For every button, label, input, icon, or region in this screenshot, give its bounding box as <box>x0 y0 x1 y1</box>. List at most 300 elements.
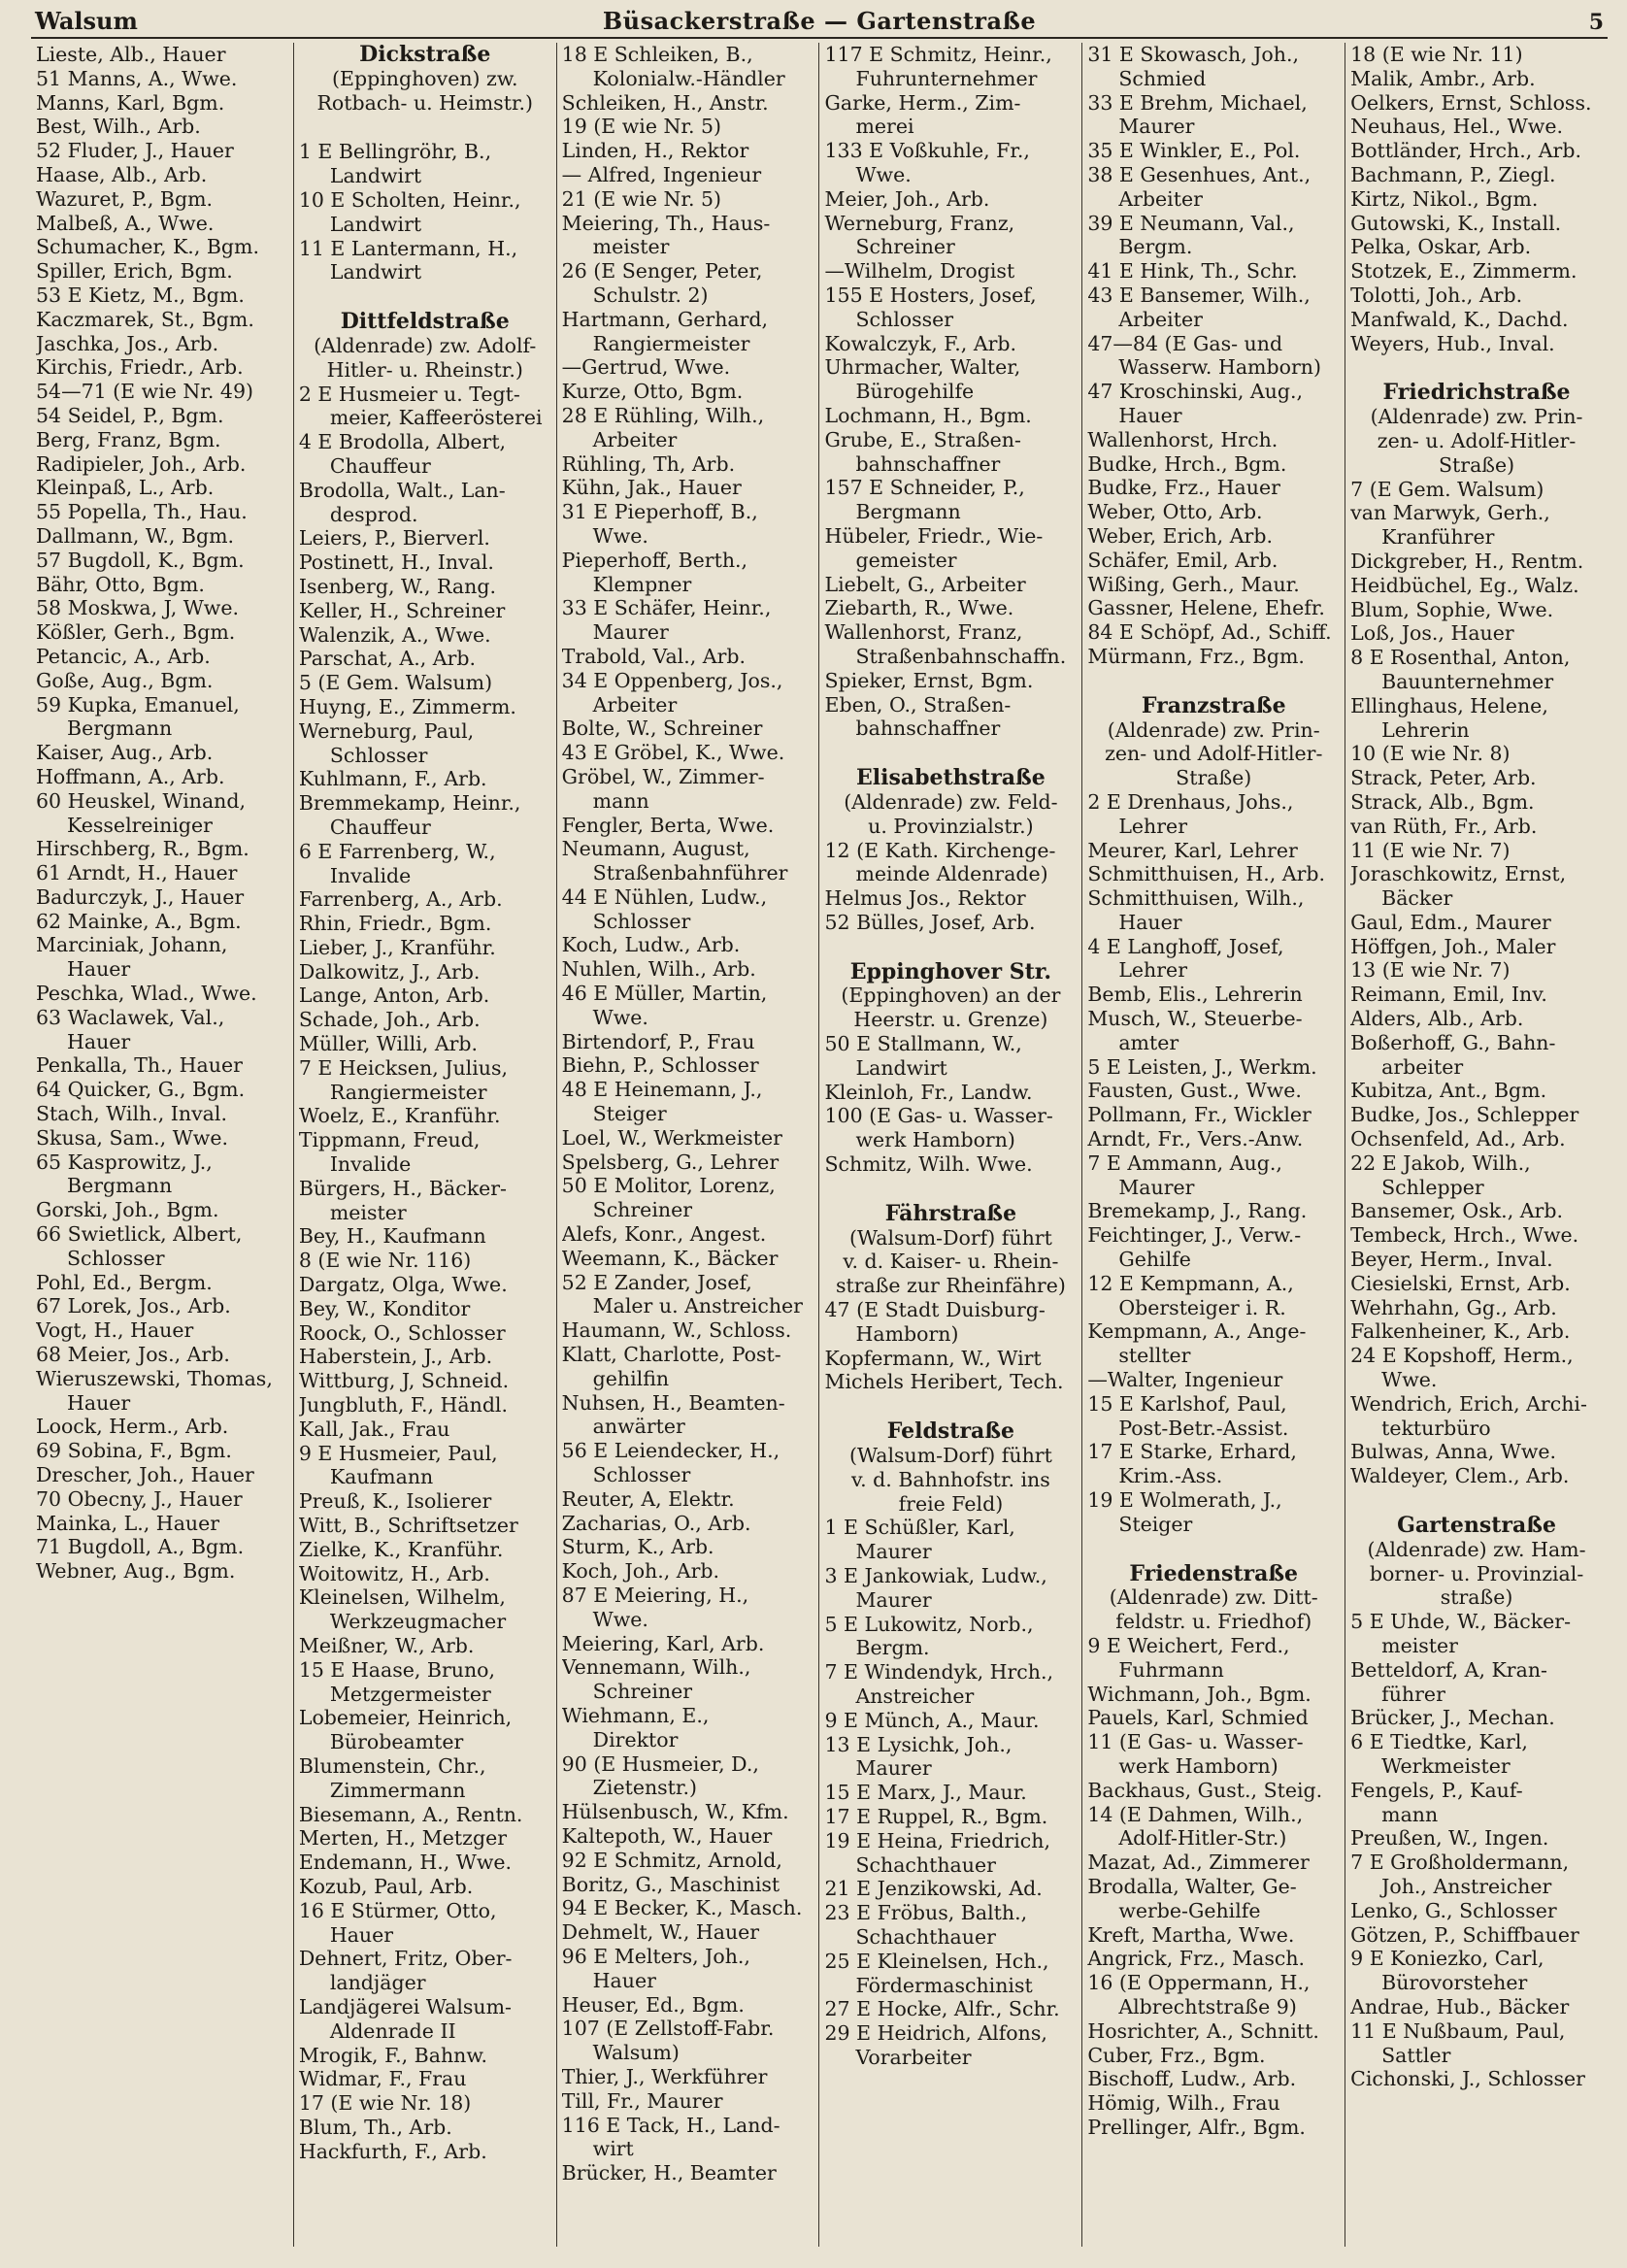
column-1 <box>31 43 293 2247</box>
street-description: (Aldenrade) zw. Prin- <box>1370 405 1583 429</box>
directory-entry: Mazat, Ad., Zimmerer <box>1087 1851 1310 1875</box>
directory-entry: 56 E Leiendecker, H., <box>561 1439 780 1463</box>
street-heading: Gartenstraße <box>1397 1514 1556 1538</box>
street-heading: Fährstraße <box>884 1201 1017 1226</box>
directory-entry: Kößler, Gerh., Bgm. <box>36 620 236 645</box>
column-3 <box>556 43 819 2247</box>
directory-entry: Gorski, Joh., Bgm. <box>36 1198 219 1222</box>
directory-entry: Wallenhorst, Franz, <box>824 620 1023 645</box>
directory-entry: Schreiner <box>855 235 955 259</box>
directory-entry: Schmitthuisen, Wilh., <box>1087 886 1305 911</box>
directory-entry: Meißner, W., Arb. <box>298 1634 475 1657</box>
directory-entry: 9 E Weichert, Ferd., <box>1087 1634 1290 1657</box>
directory-entry: 11 E Nußbaum, Paul, <box>1350 2018 1566 2043</box>
directory-entry: Weemann, K., Bäcker <box>561 1246 779 1270</box>
street-heading: Franzstraße <box>1141 693 1286 718</box>
directory-entry: Bürogehilfe <box>855 380 975 404</box>
directory-entry: 3 E Jankowiak, Ludw., <box>824 1564 1047 1588</box>
directory-entry: Tippmann, Freud, <box>298 1128 481 1152</box>
directory-entry: Pohl, Ed., Bergm. <box>36 1270 213 1294</box>
directory-entry: 11 (E Gas- u. Wasser- <box>1087 1730 1304 1754</box>
directory-entry: Wehrhahn, Gg., Arb. <box>1350 1295 1557 1319</box>
directory-entry: Prellinger, Alfr., Bgm. <box>1087 2115 1306 2139</box>
directory-entry: bahnschaffner <box>855 717 1001 741</box>
directory-entry: Fengler, Berta, Wwe. <box>561 813 775 837</box>
directory-entry: Schmitthuisen, H., Arb. <box>1087 862 1326 886</box>
street-description: (Eppinghoven) an der <box>841 984 1061 1008</box>
directory-entry: 53 E Kietz, M., Bgm. <box>36 283 245 307</box>
directory-entry: Metzgermeister <box>329 1682 491 1706</box>
directory-entry: Cichonski, J., Schlosser <box>1350 2067 1585 2091</box>
directory-entry: Cuber, Frz., Bgm. <box>1087 2043 1266 2067</box>
directory-entry: Dickgreber, H., Rentm. <box>1350 549 1584 573</box>
directory-entry: Fuhrmann <box>1118 1657 1224 1682</box>
directory-entry: 63 Waclawek, Val., <box>36 1005 225 1029</box>
directory-entry: Fausten, Gust., Wwe. <box>1087 1079 1302 1103</box>
directory-entry: Malbeß, A., Wwe. <box>36 211 215 235</box>
directory-entry: Stach, Wilh., Inval. <box>36 1102 227 1126</box>
directory-entry: Bürobeamter <box>329 1730 464 1754</box>
directory-entry: 2 E Husmeier u. Tegt- <box>298 382 520 406</box>
directory-entry: Vorarbeiter <box>855 2045 972 2069</box>
directory-entry: Kopfermann, W., Wirt <box>824 1346 1042 1370</box>
directory-entry: Kirtz, Nikol., Bgm. <box>1350 186 1539 211</box>
directory-entry: 7 (E Gem. Walsum) <box>1350 477 1544 501</box>
directory-entry: meister <box>1381 1634 1458 1657</box>
directory-entry: 10 E Scholten, Heinr., <box>298 187 521 212</box>
directory-entry: Nuhsen, H., Beamten- <box>561 1390 785 1415</box>
directory-entry: Tembeck, Hrch., Wwe. <box>1350 1223 1579 1248</box>
street-description: u. Provinzialstr.) <box>868 814 1034 838</box>
street-heading: Eppinghover Str. <box>849 959 1052 984</box>
directory-entry: gehilfin <box>592 1366 670 1390</box>
street-description: (Aldenrade) zw. Prin- <box>1107 717 1320 742</box>
directory-entry: Kesselreiniger <box>67 813 213 837</box>
directory-entry: 16 E Stürmer, Otto, <box>298 1898 497 1922</box>
directory-entry: Badurczyk, J., Hauer <box>36 884 245 909</box>
directory-entry: Wallenhorst, Hrch. <box>1087 427 1278 451</box>
directory-entry: Brodolla, Walt., Lan- <box>298 478 506 502</box>
directory-entry: 52 Fluder, J., Hauer <box>36 139 234 163</box>
page-header <box>31 6 1608 39</box>
directory-entry: Straßenbahnführer <box>592 861 788 885</box>
directory-entry: Berg, Franz, Bgm. <box>36 427 221 451</box>
directory-entry: Pieperhoff, Berth., <box>561 548 748 572</box>
directory-entry: 2 E Drenhaus, Johs., <box>1087 789 1294 814</box>
directory-entry: —Wilhelm, Drogist <box>824 259 1015 284</box>
directory-entry: Reimann, Emil, Inv. <box>1350 983 1547 1007</box>
directory-entry: 43 E Bansemer, Wilh., <box>1087 283 1311 307</box>
directory-entry: 23 E Fröbus, Balth., <box>824 1901 1028 1925</box>
directory-entry: Direktor <box>592 1727 679 1751</box>
directory-entry: Preußen, W., Ingen. <box>1350 1826 1549 1851</box>
directory-entry: 64 Quicker, G., Bgm. <box>36 1078 246 1102</box>
directory-entry: Albrechtstraße 9) <box>1118 1994 1297 2018</box>
directory-entry: Biesemann, A., Rentn. <box>298 1802 523 1826</box>
directory-entry: Goße, Aug., Bgm. <box>36 668 214 692</box>
directory-entry: Alefs, Konr., Angest. <box>561 1222 767 1247</box>
directory-entry: 38 E Gesenhues, Ant., <box>1087 162 1312 186</box>
directory-entry: 60 Heuskel, Winand, <box>36 788 247 813</box>
directory-entry: Hauer <box>67 957 131 982</box>
directory-entry: Invalide <box>329 1152 412 1177</box>
directory-entry: 54 Seidel, P., Bgm. <box>36 403 224 427</box>
directory-entry: meinde Aldenrade) <box>855 862 1048 886</box>
directory-entry: Meurer, Karl, Lehrer <box>1087 838 1298 862</box>
directory-entry: 61 Arndt, H., Hauer <box>36 861 238 885</box>
directory-entry: 39 E Neumann, Val., <box>1087 211 1295 235</box>
directory-entry: Maurer <box>855 1540 932 1564</box>
directory-entry: merei <box>855 115 914 139</box>
directory-entry: 55 Popella, Th., Hau. <box>36 500 248 524</box>
directory-entry: Landwirt <box>329 164 422 188</box>
directory-entry: Ellinghaus, Helene, <box>1350 693 1548 717</box>
directory-entry: Penkalla, Th., Hauer <box>36 1053 243 1078</box>
directory-entry: Skusa, Sam., Wwe. <box>36 1125 228 1150</box>
directory-entry: Koch, Joh., Arb. <box>561 1559 720 1584</box>
directory-entry: Arndt, Fr., Vers.-Anw. <box>1087 1127 1304 1151</box>
directory-entry: 47 Kroschinski, Aug., <box>1087 380 1304 404</box>
directory-entry: 69 Sobina, F., Bgm. <box>36 1439 232 1463</box>
directory-entry: Kempmann, A., Ange- <box>1087 1319 1307 1344</box>
directory-entry: 8 E Rosenthal, Anton, <box>1350 646 1571 670</box>
directory-entry: Werneburg, Franz, <box>824 211 1015 235</box>
directory-entry: 10 (E wie Nr. 8) <box>1350 742 1511 766</box>
directory-entry: Invalide <box>329 863 412 887</box>
directory-entry: Lieste, Alb., Hauer <box>36 43 226 66</box>
directory-entry: Bremekamp, J., Rang. <box>1087 1199 1308 1223</box>
directory-entry: Angrick, Frz., Masch. <box>1087 1947 1306 1971</box>
page-number: 5 <box>1588 10 1604 35</box>
directory-entry: Merten, H., Metzger <box>298 1826 507 1851</box>
directory-entry: Fengels, P., Kauf- <box>1350 1778 1523 1802</box>
street-description: Straße) <box>1176 766 1252 790</box>
directory-entry: Chauffeur <box>329 453 431 478</box>
directory-entry: Lehrer <box>1118 814 1187 838</box>
directory-entry: Dallmann, W., Bgm. <box>36 523 235 548</box>
street-description: feldstr. u. Friedhof) <box>1115 1610 1312 1634</box>
directory-entry: Schreiner <box>592 1198 693 1222</box>
directory-entry: 157 E Schneider, P., <box>824 476 1025 500</box>
directory-entry: 71 Bugdoll, A., Bgm. <box>36 1535 245 1559</box>
directory-entry: Pollmann, Fr., Wickler <box>1087 1103 1312 1127</box>
directory-entry: Uhrmacher, Walter, <box>824 355 1021 380</box>
directory-entry: 31 E Skowasch, Joh., <box>1087 43 1300 66</box>
directory-entry: Ziebarth, R., Wwe. <box>824 596 1014 620</box>
directory-entry: Fuhrunternehmer <box>855 66 1038 90</box>
directory-entry: Mainka, L., Hauer <box>36 1511 220 1535</box>
directory-entry: Schachthauer <box>855 1852 996 1877</box>
directory-entry: 17 (E wie Nr. 18) <box>298 2091 472 2116</box>
directory-entry: 107 (E Zellstoff-Fabr. <box>561 2017 775 2041</box>
directory-entry: 9 E Koniezko, Carl, <box>1350 1947 1544 1971</box>
directory-entry: Landwirt <box>855 1055 947 1080</box>
directory-entry: Haase, Alb., Arb. <box>36 162 208 186</box>
directory-entry: 43 E Gröbel, K., Wwe. <box>561 741 785 765</box>
directory-entry: Hackfurth, F., Arb. <box>298 2139 487 2163</box>
street-description: borner- u. Provinzial- <box>1369 1561 1584 1585</box>
directory-entry: Falkenheiner, K., Arb. <box>1350 1319 1571 1344</box>
directory-entry: Wwe. <box>592 523 648 548</box>
directory-entry: 29 E Heidrich, Alfons, <box>824 2021 1047 2046</box>
directory-entry: Brodalla, Walter, Ge- <box>1087 1874 1297 1898</box>
directory-entry: Thier, J., Werkführer <box>561 2064 768 2088</box>
directory-entry: Schlosser <box>329 743 428 767</box>
directory-entry: Woelz, E., Kranführ. <box>298 1104 501 1128</box>
directory-entry: 9 E Münch, A., Maur. <box>824 1708 1040 1732</box>
street-description: Heerstr. u. Grenze) <box>853 1008 1048 1032</box>
street-heading: Friedenstraße <box>1129 1561 1299 1586</box>
directory-entry: führer <box>1381 1682 1445 1706</box>
directory-entry: Hauer <box>67 1390 131 1415</box>
directory-entry: 27 E Hocke, Alfr., Schr. <box>824 1997 1060 2021</box>
directory-entry: Joh., Anstreicher <box>1381 1874 1552 1898</box>
directory-entry: Reuter, A, Elektr. <box>561 1486 735 1511</box>
directory-entry: — Alfred, Ingenieur <box>561 162 762 186</box>
directory-entry: Schmied <box>1118 66 1207 90</box>
directory-entry: Garke, Herm., Zim- <box>824 90 1021 115</box>
directory-entry: Woitowitz, H., Arb. <box>298 1561 490 1585</box>
street-description: (Aldenrade) zw. Ditt- <box>1109 1585 1318 1610</box>
directory-entry: —Gertrud, Wwe. <box>561 355 731 380</box>
directory-entry: Petancic, A., Arb. <box>36 644 211 668</box>
directory-entry: Klempner <box>592 572 692 596</box>
directory-entry: Waldeyer, Clem., Arb. <box>1350 1464 1570 1488</box>
street-description: (Walsum-Dorf) führt <box>848 1225 1052 1250</box>
directory-entry: 133 E Voßkuhle, Fr., <box>824 139 1030 163</box>
directory-entry: Lehrerin <box>1381 717 1470 742</box>
directory-entry: Lenko, G., Schlosser <box>1350 1898 1557 1922</box>
directory-entry: Boßerhoff, G., Bahn- <box>1350 1030 1556 1054</box>
directory-entry: Malik, Ambr., Arb. <box>1350 66 1536 90</box>
directory-entry: Hauer <box>1118 910 1182 934</box>
street-description: straße zur Rheinfähre) <box>835 1274 1066 1298</box>
directory-columns <box>31 43 1608 2247</box>
directory-entry: stellter <box>1118 1344 1191 1368</box>
directory-entry: Rangiermeister <box>329 1080 487 1104</box>
directory-entry: Weber, Erich, Arb. <box>1087 523 1273 548</box>
directory-entry: Hauer <box>67 1029 131 1053</box>
street-description: (Eppinghoven) zw. <box>331 66 518 90</box>
directory-entry: Maurer <box>592 620 669 645</box>
directory-entry: 12 (E Kath. Kirchenge- <box>824 838 1056 862</box>
directory-entry: Sattler <box>1381 2043 1451 2067</box>
directory-entry: 18 E Schleiken, B., <box>561 43 753 66</box>
directory-entry: Wwe. <box>855 162 912 186</box>
directory-entry: Obersteiger i. R. <box>1118 1295 1286 1319</box>
directory-entry: Fördermaschinist <box>855 1973 1033 1997</box>
directory-entry: Arbeiter <box>1118 186 1203 211</box>
street-heading: Elisabethstraße <box>856 766 1046 790</box>
street-description: Rotbach- u. Heimstr.) <box>316 90 534 115</box>
column-6 <box>1345 43 1608 2247</box>
directory-entry: Loel, W., Werkmeister <box>561 1125 782 1150</box>
directory-entry: Hauer <box>329 1922 394 1947</box>
directory-entry: Bauunternehmer <box>1381 669 1554 693</box>
directory-entry: 87 E Meiering, H., <box>561 1584 749 1607</box>
directory-entry: Kaczmarek, St., Bgm. <box>36 307 254 331</box>
street-description: v. d. Kaiser- u. Rhein- <box>843 1250 1059 1274</box>
directory-entry: bahnschaffner <box>855 451 1001 476</box>
directory-entry: Feichtinger, J., Verw.- <box>1087 1223 1302 1248</box>
directory-entry: Kall, Jak., Frau <box>298 1417 450 1441</box>
directory-entry: Wazuret, P., Bgm. <box>36 186 214 211</box>
directory-entry: Hauer <box>592 1968 656 1992</box>
street-description: (Aldenrade) zw. Adolf- <box>314 333 537 357</box>
directory-entry: Meier, Joh., Arb. <box>824 186 990 211</box>
directory-entry: Kozub, Paul, Arb. <box>298 1874 474 1898</box>
directory-entry: Neumann, August, <box>561 837 750 861</box>
directory-entry: Gröbel, W., Zimmer- <box>561 764 765 788</box>
column-5 <box>1081 43 1345 2247</box>
directory-entry: 18 (E wie Nr. 11) <box>1350 43 1523 66</box>
directory-entry: Brücker, H., Beamter <box>561 2161 777 2185</box>
directory-entry: Anstreicher <box>855 1684 975 1708</box>
directory-entry: 46 E Müller, Martin, <box>561 982 768 1006</box>
directory-entry: 65 Kasprowitz, J., <box>36 1150 213 1174</box>
directory-entry: wirt <box>592 2137 634 2161</box>
directory-entry: Maurer <box>1118 1175 1195 1199</box>
directory-entry: Pelka, Oskar, Arb. <box>1350 235 1532 259</box>
directory-entry: Vennemann, Wilh., <box>561 1655 751 1680</box>
directory-entry: Vogt, H., Hauer <box>36 1318 194 1343</box>
directory-entry: Dargatz, Olga, Wwe. <box>298 1273 508 1297</box>
directory-entry: Straßenbahnschaffn. <box>855 644 1067 668</box>
directory-entry: 9 E Husmeier, Paul, <box>298 1441 498 1465</box>
directory-entry: Hamborn) <box>855 1321 959 1346</box>
directory-entry: Arbeiter <box>592 427 678 451</box>
directory-entry: Kubitza, Ant., Bgm. <box>1350 1079 1547 1103</box>
directory-entry: 54—71 (E wie Nr. 49) <box>36 380 254 404</box>
directory-entry: Kühn, Jak., Hauer <box>561 476 742 500</box>
directory-entry: Kranführer <box>1381 525 1495 550</box>
directory-entry: Walenzik, A., Wwe. <box>298 622 491 647</box>
directory-entry: Jaschka, Jos., Arb. <box>36 331 219 355</box>
directory-entry: Schlosser <box>855 307 954 331</box>
directory-entry: amter <box>1118 1030 1179 1054</box>
directory-entry: 7 E Heicksen, Julius, <box>298 1055 508 1080</box>
directory-entry: Klatt, Charlotte, Post- <box>561 1343 781 1367</box>
directory-entry: 62 Mainke, A., Bgm. <box>36 909 242 933</box>
directory-entry: Wwe. <box>592 1005 648 1029</box>
directory-entry: Bolte, W., Schreiner <box>561 717 763 741</box>
directory-entry: Bischoff, Ludw., Arb. <box>1087 2067 1297 2091</box>
directory-entry: Lobemeier, Heinrich, <box>298 1706 513 1730</box>
directory-entry: Tolotti, Joh., Arb. <box>1350 283 1523 307</box>
directory-entry: 57 Bugdoll, K., Bgm. <box>36 548 245 572</box>
directory-entry: 5 E Leisten, J., Werkm. <box>1087 1054 1317 1079</box>
directory-entry: tekturbüro <box>1381 1416 1491 1440</box>
directory-entry: Bulwas, Anna, Wwe. <box>1350 1440 1557 1464</box>
directory-entry: 7 E Großholdermann, <box>1350 1851 1570 1875</box>
directory-entry: Kurze, Otto, Bgm. <box>561 380 744 404</box>
directory-entry: 15 E Karlshof, Paul, <box>1087 1391 1287 1416</box>
directory-entry: meister <box>329 1200 407 1224</box>
street-description: freie Feld) <box>898 1491 1004 1516</box>
directory-entry: Manns, Karl, Bgm. <box>36 90 225 115</box>
directory-entry: Postinett, H., Inval. <box>298 550 494 575</box>
directory-entry: Lange, Anton, Arb. <box>298 984 490 1008</box>
directory-entry: Mürmann, Frz., Bgm. <box>1087 644 1305 668</box>
directory-entry: Pauels, Karl, Schmied <box>1087 1706 1309 1730</box>
directory-entry: 51 Manns, A., Wwe. <box>36 66 238 90</box>
directory-entry: Schulstr. 2) <box>592 283 709 307</box>
directory-entry: Chauffeur <box>329 815 431 839</box>
directory-entry: Nuhlen, Wilh., Arb. <box>561 957 756 982</box>
directory-entry: 15 E Haase, Bruno, <box>298 1657 496 1682</box>
directory-entry: Werkmeister <box>1381 1753 1511 1778</box>
directory-entry: 50 E Stallmann, W., <box>824 1032 1022 1056</box>
directory-entry: Dalkowitz, J., Arb. <box>298 959 481 984</box>
directory-entry: Kaufmann <box>329 1465 434 1489</box>
directory-entry: 21 (E wie Nr. 5) <box>561 186 722 211</box>
directory-entry: Preuß, K., Isolierer <box>298 1489 492 1514</box>
directory-entry: Spieker, Ernst, Bgm. <box>824 668 1034 692</box>
directory-entry: Grube, E., Straßen- <box>824 427 1021 451</box>
directory-entry: 41 E Hink, Th., Schr. <box>1087 259 1298 284</box>
directory-entry: Boritz, G., Maschinist <box>561 1872 780 1896</box>
directory-entry: Zacharias, O., Arb. <box>561 1511 751 1535</box>
directory-entry: mann <box>1381 1802 1439 1826</box>
directory-entry: Stotzek, E., Zimmerm. <box>1350 259 1577 284</box>
directory-entry: Beyer, Herm., Inval. <box>1350 1248 1553 1272</box>
directory-entry: Budke, Jos., Schlepper <box>1350 1103 1579 1127</box>
directory-entry: 15 E Marx, J., Maur. <box>824 1781 1027 1805</box>
directory-entry: 33 E Brehm, Michael, <box>1087 90 1308 115</box>
directory-entry: Landjägerei Walsum- <box>298 1994 512 2018</box>
directory-entry: Backhaus, Gust., Steig. <box>1087 1778 1323 1802</box>
directory-entry: Kleinelsen, Wilhelm, <box>298 1585 506 1610</box>
directory-entry: Isenberg, W., Rang. <box>298 574 496 598</box>
directory-entry: 47—84 (E Gas- und <box>1087 331 1283 355</box>
directory-entry: 21 E Jenzikowski, Ad. <box>824 1877 1043 1901</box>
directory-entry: Schleiken, H., Anstr. <box>561 90 769 115</box>
directory-entry: Höffgen, Joh., Maler <box>1350 934 1556 958</box>
directory-entry: Wendrich, Erich, Archi- <box>1350 1391 1587 1416</box>
directory-entry: Weber, Otto, Arb. <box>1087 500 1263 524</box>
directory-entry: Drescher, Joh., Hauer <box>36 1463 254 1487</box>
directory-entry: Adolf-Hitler-Str.) <box>1118 1826 1287 1851</box>
directory-entry: 26 (E Senger, Peter, <box>561 259 763 284</box>
directory-entry: Aldenrade II <box>329 2018 456 2043</box>
directory-entry: 66 Swietlick, Albert, <box>36 1222 243 1247</box>
directory-entry: Hirschberg, R., Bgm. <box>36 837 249 861</box>
directory-entry: 25 E Kleinelsen, Hch., <box>824 1949 1049 1973</box>
directory-entry: Parschat, A., Arb. <box>298 647 477 671</box>
directory-entry: 11 (E wie Nr. 7) <box>1350 838 1511 862</box>
directory-entry: Wasserw. Hamborn) <box>1118 355 1321 380</box>
directory-entry: —Walter, Ingenieur <box>1087 1368 1283 1392</box>
directory-entry: Bergmann <box>67 717 173 741</box>
directory-entry: arbeiter <box>1381 1054 1464 1079</box>
directory-entry: 35 E Winkler, E., Pol. <box>1087 139 1301 163</box>
directory-entry: Heidbüchel, Eg., Walz. <box>1350 573 1579 597</box>
directory-entry: Michels Heribert, Tech. <box>824 1370 1064 1394</box>
directory-entry: 117 E Schmitz, Heinr., <box>824 43 1052 66</box>
directory-entry: Kleinloh, Fr., Landw. <box>824 1080 1033 1104</box>
directory-entry: Landwirt <box>329 260 422 284</box>
directory-entry: Bähr, Otto, Bgm. <box>36 572 205 596</box>
directory-entry: van Marwyk, Gerh., <box>1350 501 1550 525</box>
street-heading: Dittfeldstraße <box>340 310 510 334</box>
directory-entry: Walsum) <box>592 2041 680 2065</box>
directory-entry: Ochsenfeld, Ad., Arb. <box>1350 1127 1566 1151</box>
directory-entry: Maler u. Anstreicher <box>592 1294 803 1318</box>
directory-entry: 94 E Becker, K., Masch. <box>561 1896 803 1920</box>
directory-entry: 1 E Bellingröhr, B., <box>298 140 492 164</box>
street-description: Hitler- u. Rheinstr.) <box>326 357 523 382</box>
directory-entry: 6 E Tiedtke, Karl, <box>1350 1730 1528 1754</box>
